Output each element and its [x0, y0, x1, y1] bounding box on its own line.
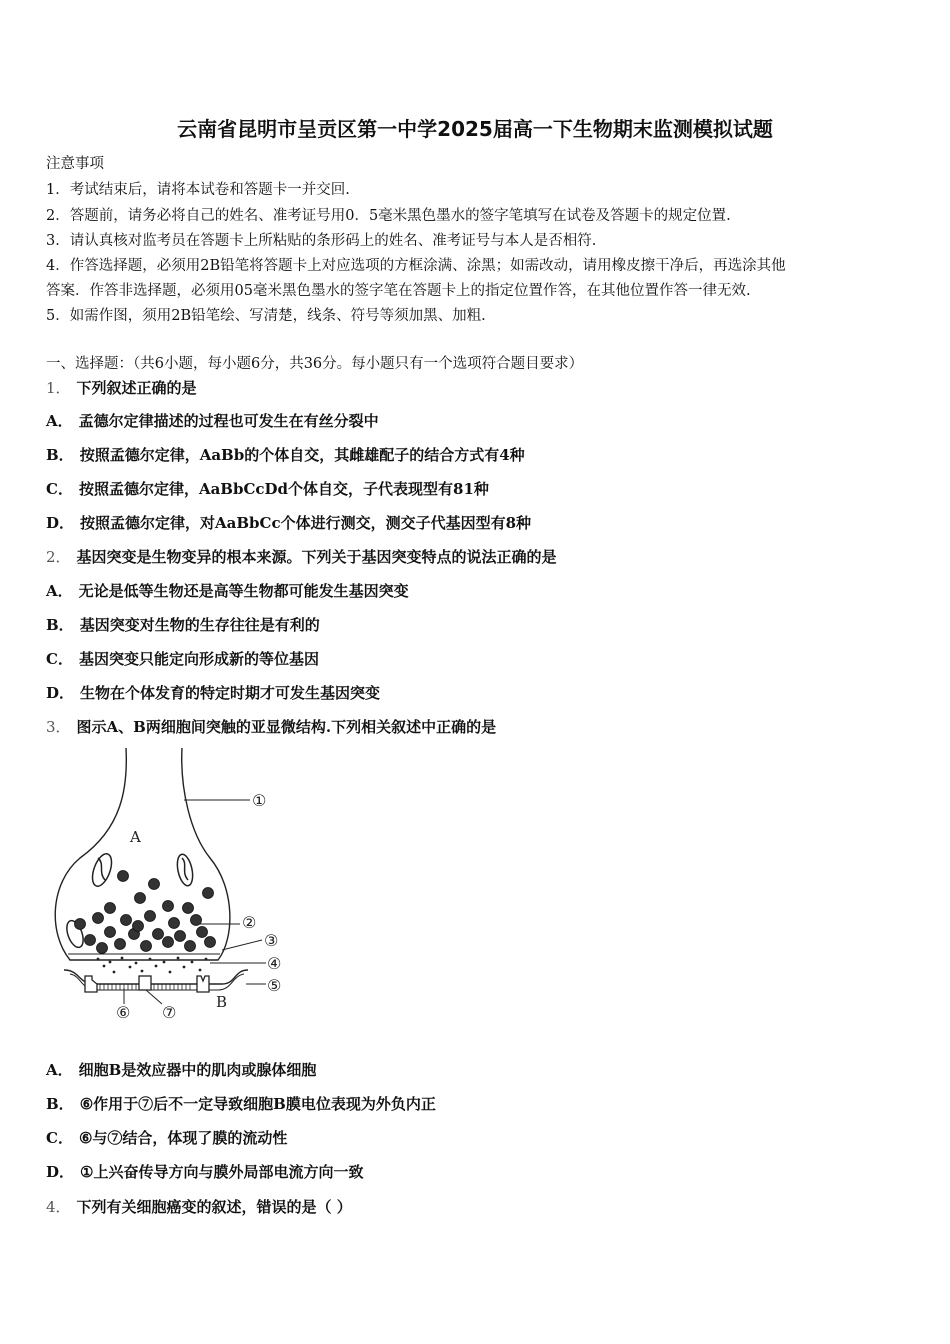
- neurotransmitter-dot: [121, 957, 124, 960]
- neurotransmitter-dot: [109, 961, 112, 964]
- option-key: D．: [46, 514, 75, 532]
- vesicle: [75, 919, 86, 930]
- vesicle: [133, 921, 144, 932]
- option-key: B．: [46, 616, 74, 634]
- option-text: 按照孟德尔定律，AaBbCcDd个体自交，子代表现型有81种: [78, 480, 489, 498]
- synapse-diagram: [50, 748, 300, 1028]
- q2-option-b[interactable]: [46, 614, 320, 635]
- receptor-left: [85, 976, 97, 992]
- label-3: ③: [264, 931, 279, 950]
- question-stem: 下列有关细胞癌变的叙述，错误的是（ ）: [76, 1198, 352, 1216]
- neurotransmitter-dot: [141, 970, 144, 973]
- vesicle: [115, 939, 126, 950]
- label-2: ②: [242, 913, 257, 932]
- neurotransmitter-dot: [155, 965, 158, 968]
- vesicle: [197, 927, 208, 938]
- question-2: [46, 546, 557, 567]
- cell-b-label: B: [216, 993, 228, 1011]
- q3-option-b[interactable]: [46, 1093, 436, 1114]
- option-key: C．: [46, 1129, 73, 1147]
- option-text: ⑥作用于⑦后不一定导致细胞B膜电位表现为外负内正: [79, 1095, 436, 1113]
- option-key: C．: [46, 650, 73, 668]
- vesicle: [145, 911, 156, 922]
- label-5: ⑤: [267, 976, 282, 995]
- vesicle: [93, 913, 104, 924]
- vesicle: [85, 935, 96, 946]
- vesicle: [105, 903, 116, 914]
- vesicle: [135, 893, 146, 904]
- receptor-middle: [139, 976, 151, 990]
- neurotransmitter-dot: [163, 961, 166, 964]
- question-number: 1．: [46, 379, 71, 397]
- vesicle: [163, 937, 174, 948]
- q3-option-a[interactable]: [46, 1059, 316, 1080]
- label-7: ⑦: [162, 1003, 177, 1022]
- mitochondrion-left: [89, 851, 116, 888]
- q2-option-c[interactable]: [46, 648, 319, 669]
- notice-item-3: 3．请认真核对监考员在答题卡上所粘贴的条形码上的姓名、准考证号与本人是否相符.: [46, 233, 597, 249]
- question-stem: 图示A、B两细胞间突触的亚显微结构.下列相关叙述中正确的是: [76, 718, 497, 736]
- option-key: D．: [46, 1163, 75, 1181]
- neurotransmitter-dot: [113, 971, 116, 974]
- option-text: 生物在个体发育的特定时期才可发生基因突变: [80, 684, 381, 702]
- mitochondrion-right: [175, 853, 195, 887]
- neurotransmitter-dot: [177, 957, 180, 960]
- question-1: [46, 377, 197, 398]
- option-text: 无论是低等生物还是高等生物都可能发生基因突变: [78, 582, 409, 600]
- neurotransmitter-dot: [103, 965, 106, 968]
- option-text: 细胞B是效应器中的肌肉或腺体细胞: [78, 1061, 317, 1079]
- question-stem: 基因突变是生物变异的根本来源。下列关于基因突变特点的说法正确的是: [76, 548, 557, 566]
- q1-option-a[interactable]: [46, 410, 379, 431]
- notice-item-4: 4．作答选择题，必须用2B铅笔将答题卡上对应选项的方框涂满、涂黑；如需改动，请用橡皮擦干净后，再选涂其他: [46, 258, 786, 274]
- neurotransmitter-dot: [149, 958, 152, 961]
- notice-heading: 注意事项: [46, 156, 104, 172]
- option-text: 孟德尔定律描述的过程也可发生在有丝分裂中: [78, 412, 379, 430]
- vesicle: [118, 871, 129, 882]
- vesicle: [163, 901, 174, 912]
- option-key: A．: [46, 1061, 73, 1079]
- vesicle: [205, 937, 216, 948]
- question-4: [46, 1196, 352, 1217]
- option-text: 按照孟德尔定律，AaBb的个体自交，其雌雄配子的结合方式有4种: [79, 446, 525, 464]
- option-key: A．: [46, 582, 73, 600]
- neurotransmitter-dot: [191, 961, 194, 964]
- option-key: D．: [46, 684, 75, 702]
- vesicle: [169, 918, 180, 929]
- vesicle: [141, 941, 152, 952]
- neurotransmitter-dot: [97, 958, 100, 961]
- option-key: B．: [46, 1095, 74, 1113]
- neurotransmitter-dots: [97, 957, 208, 974]
- option-text: ⑥与⑦结合，体现了膜的流动性: [78, 1129, 288, 1147]
- q1-option-c[interactable]: [46, 478, 489, 499]
- label-1: ①: [252, 791, 267, 810]
- option-key: A．: [46, 412, 73, 430]
- notice-item-4-cont: 答案．作答非选择题，必须用05毫米黑色墨水的签字笔在答题卡上的指定位置作答，在其他位置作答一律无效.: [46, 283, 751, 299]
- notice-item-5: 5．如需作图，须用2B铅笔绘、写清楚，线条、符号等须加黑、加粗.: [46, 308, 486, 324]
- synaptic-vesicles: [75, 871, 216, 954]
- vesicle: [105, 927, 116, 938]
- notice-item-1: 1．考试结束后，请将本试卷和答题卡一并交回.: [46, 182, 350, 198]
- neurotransmitter-dot: [169, 971, 172, 974]
- vesicle: [97, 943, 108, 954]
- q2-option-d[interactable]: [46, 682, 380, 703]
- q1-option-b[interactable]: [46, 444, 525, 465]
- question-stem: 下列叙述正确的是: [76, 379, 197, 397]
- option-text: ①上兴奋传导方向与膜外局部电流方向一致: [80, 1163, 364, 1181]
- option-key: C．: [46, 480, 73, 498]
- question-number: 4．: [46, 1198, 71, 1216]
- cell-a-label: A: [130, 828, 141, 846]
- label-4: ④: [267, 954, 282, 973]
- q3-option-c[interactable]: [46, 1127, 287, 1148]
- q2-option-a[interactable]: [46, 580, 409, 601]
- option-text: 基因突变对生物的生存往往是有利的: [79, 616, 320, 634]
- vesicle: [185, 941, 196, 952]
- neurotransmitter-dot: [129, 966, 132, 969]
- vesicle: [183, 903, 194, 914]
- neurotransmitter-dot: [135, 962, 138, 965]
- q1-option-d[interactable]: [46, 512, 531, 533]
- neurotransmitter-dot: [183, 966, 186, 969]
- vesicle: [121, 915, 132, 926]
- vesicle: [191, 915, 202, 926]
- label-6: ⑥: [116, 1003, 131, 1022]
- option-text: 基因突变只能定向形成新的等位基因: [78, 650, 319, 668]
- option-key: B．: [46, 446, 74, 464]
- q3-option-d[interactable]: [46, 1161, 363, 1182]
- vesicle: [175, 931, 186, 942]
- question-number: 2．: [46, 548, 71, 566]
- vesicle: [149, 879, 160, 890]
- section-heading: 一、选择题：（共6小题，每小题6分，共36分。每小题只有一个选项符合题目要求）: [46, 356, 584, 372]
- neurotransmitter-dot: [205, 958, 208, 961]
- neurotransmitter-dot: [199, 969, 202, 972]
- question-3: [46, 716, 496, 737]
- receptor-right: [197, 976, 209, 992]
- vesicle: [203, 888, 214, 899]
- page-title: 云南省昆明市呈贡区第一中学2025届高一下生物期末监测模拟试题: [177, 117, 773, 141]
- question-number: 3．: [46, 718, 71, 736]
- vesicle: [153, 929, 164, 940]
- notice-item-2: 2．答题前，请务必将自己的姓名、准考证号用0．5毫米黑色墨水的签字笔填写在试卷及答题卡的规定位置.: [46, 208, 731, 224]
- option-text: 按照孟德尔定律，对AaBbCc个体进行测交，测交子代基因型有8种: [80, 514, 532, 532]
